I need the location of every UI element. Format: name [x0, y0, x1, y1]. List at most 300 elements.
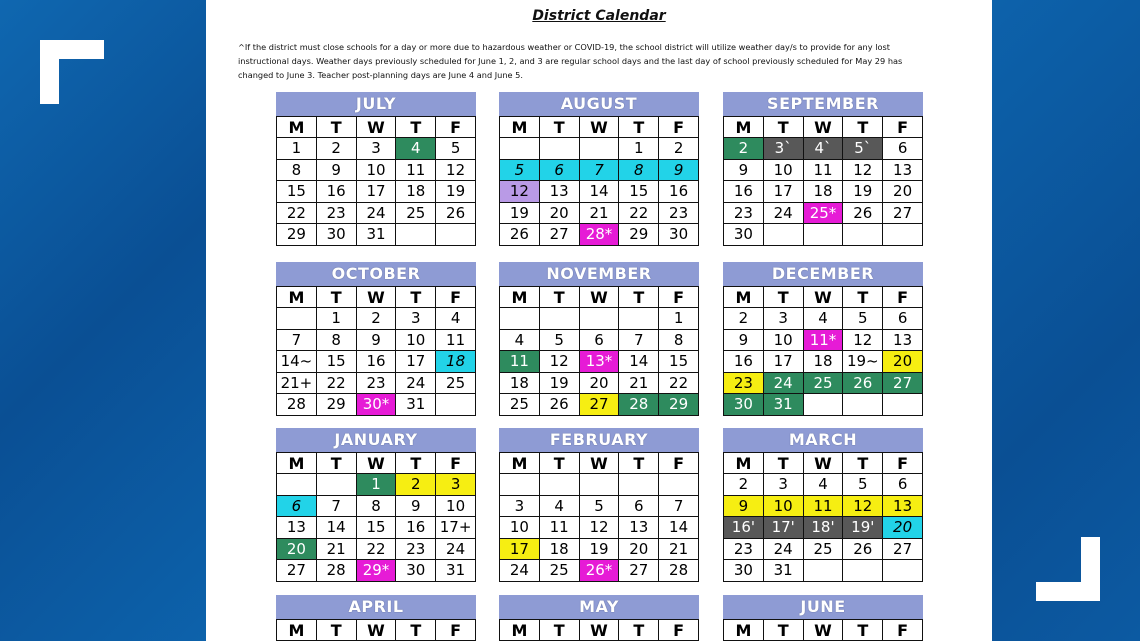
- week-row: [724, 202, 923, 224]
- day-cell: 8: [277, 159, 317, 181]
- document-title: District Calendar: [532, 8, 666, 24]
- day-cell: 12: [436, 159, 476, 181]
- day-cell: 12: [843, 159, 883, 181]
- day-cell: 13: [619, 517, 659, 539]
- weekday-header: T: [316, 117, 356, 138]
- day-cell: 10: [356, 159, 396, 181]
- weekday-header: W: [579, 287, 619, 308]
- day-cell: 14: [619, 351, 659, 373]
- day-cell: 4: [396, 138, 436, 160]
- day-cell: 2: [724, 474, 764, 496]
- day-cell: 16: [724, 181, 764, 203]
- week-row: [277, 560, 476, 582]
- day-cell: 27: [277, 560, 317, 582]
- month-header: MARCH: [723, 428, 923, 452]
- day-cell: 15: [659, 351, 699, 373]
- weekday-header: W: [356, 287, 396, 308]
- day-cell: 7: [619, 329, 659, 351]
- day-cell: 24: [763, 538, 803, 560]
- weekday-header: W: [803, 117, 843, 138]
- day-cell: 18: [396, 181, 436, 203]
- day-cell: [763, 224, 803, 246]
- day-cell: 6: [619, 495, 659, 517]
- day-cell: 27: [579, 394, 619, 416]
- month-table: [499, 286, 699, 416]
- day-cell: 21: [659, 538, 699, 560]
- day-cell: 13: [277, 517, 317, 539]
- day-cell: 9: [724, 159, 764, 181]
- day-cell: 31: [763, 394, 803, 416]
- day-cell: 29: [659, 394, 699, 416]
- day-cell: [436, 224, 476, 246]
- day-cell: 6: [883, 138, 923, 160]
- weekday-header: T: [396, 117, 436, 138]
- day-cell: 23: [356, 372, 396, 394]
- month-table: [276, 619, 476, 641]
- weekday-header: M: [277, 453, 317, 474]
- day-cell: 1: [277, 138, 317, 160]
- day-cell: 5: [436, 138, 476, 160]
- day-cell: 28: [619, 394, 659, 416]
- day-cell: 15: [619, 181, 659, 203]
- day-cell: [500, 308, 540, 330]
- day-cell: 3: [356, 138, 396, 160]
- day-cell: 9: [396, 495, 436, 517]
- day-cell: 2: [316, 138, 356, 160]
- day-cell: 19: [579, 538, 619, 560]
- day-cell: 3`: [763, 138, 803, 160]
- day-cell: 10: [763, 495, 803, 517]
- month-table: [276, 116, 476, 246]
- day-cell: 7: [579, 159, 619, 181]
- day-cell: 2: [356, 308, 396, 330]
- day-cell: 16: [356, 351, 396, 373]
- month-header: JULY: [276, 92, 476, 116]
- week-row: [724, 538, 923, 560]
- day-cell: 2: [724, 308, 764, 330]
- day-cell: [539, 474, 579, 496]
- week-row: [724, 495, 923, 517]
- day-cell: 14: [579, 181, 619, 203]
- week-row: [277, 495, 476, 517]
- day-cell: 25: [539, 560, 579, 582]
- day-cell: 13: [883, 495, 923, 517]
- day-cell: 4: [539, 495, 579, 517]
- week-row: [500, 517, 699, 539]
- weekday-header: M: [724, 117, 764, 138]
- day-cell: 4: [803, 308, 843, 330]
- day-cell: [539, 138, 579, 160]
- week-row: [277, 308, 476, 330]
- day-cell: 30: [396, 560, 436, 582]
- month-header: MAY: [499, 595, 699, 619]
- weekday-header: T: [843, 117, 883, 138]
- day-cell: 29: [277, 224, 317, 246]
- day-cell: 13: [539, 181, 579, 203]
- month-header: JANUARY: [276, 428, 476, 452]
- day-cell: [436, 394, 476, 416]
- weekday-header: F: [659, 453, 699, 474]
- month-november: [499, 262, 699, 416]
- week-row: [500, 329, 699, 351]
- day-cell: 18: [803, 181, 843, 203]
- day-cell: 24: [500, 560, 540, 582]
- day-cell: 4: [500, 329, 540, 351]
- month-may: [499, 595, 699, 641]
- day-cell: 4: [803, 474, 843, 496]
- day-cell: 10: [396, 329, 436, 351]
- month-header: JUNE: [723, 595, 923, 619]
- weekday-header: T: [843, 453, 883, 474]
- weekday-header: T: [619, 620, 659, 641]
- day-cell: 7: [316, 495, 356, 517]
- day-cell: 26: [843, 202, 883, 224]
- weekday-header: T: [539, 287, 579, 308]
- week-row: [500, 538, 699, 560]
- month-header: NOVEMBER: [499, 262, 699, 286]
- week-row: [277, 372, 476, 394]
- day-cell: 22: [356, 538, 396, 560]
- day-cell: [619, 474, 659, 496]
- day-cell: 12: [843, 495, 883, 517]
- day-cell: 6: [539, 159, 579, 181]
- month-table: [276, 286, 476, 416]
- weekday-header: W: [803, 453, 843, 474]
- day-cell: [316, 474, 356, 496]
- weekday-header: M: [500, 620, 540, 641]
- calendar-document: [206, 0, 992, 641]
- day-cell: [803, 394, 843, 416]
- weather-note: ^If the district must close schools for a day or more due to hazardous weather or COVID-19, the school district will utilize weather day/s to provide for any lost instructional days. Weather days previously scheduled for June 1, 2, and 3 are regular school days and the last day of school previously scheduled for May 29 has changed to June 3. Teacher post-planning days are June 4 and June 5.: [238, 42, 903, 80]
- day-cell: 19: [436, 181, 476, 203]
- day-cell: 5: [500, 159, 540, 181]
- weekday-header: W: [803, 287, 843, 308]
- day-cell: 3: [436, 474, 476, 496]
- day-cell: 18: [436, 351, 476, 373]
- week-row: [500, 202, 699, 224]
- day-cell: [277, 474, 317, 496]
- month-october: [276, 262, 476, 416]
- week-row: [724, 394, 923, 416]
- week-row: [724, 351, 923, 373]
- week-row: [277, 202, 476, 224]
- day-cell: 23: [316, 202, 356, 224]
- day-cell: 20: [883, 351, 923, 373]
- day-cell: 8: [619, 159, 659, 181]
- day-cell: 28: [277, 394, 317, 416]
- day-cell: 16: [316, 181, 356, 203]
- day-cell: 1: [316, 308, 356, 330]
- weekday-header: M: [277, 287, 317, 308]
- week-row: [277, 351, 476, 373]
- day-cell: 17: [763, 181, 803, 203]
- week-row: [724, 224, 923, 246]
- day-cell: 22: [619, 202, 659, 224]
- month-header: OCTOBER: [276, 262, 476, 286]
- weekday-header: T: [763, 287, 803, 308]
- day-cell: 3: [763, 474, 803, 496]
- day-cell: 22: [277, 202, 317, 224]
- month-december: [723, 262, 923, 416]
- weekday-header: W: [579, 620, 619, 641]
- day-cell: [396, 224, 436, 246]
- month-header: FEBRUARY: [499, 428, 699, 452]
- day-cell: 4: [436, 308, 476, 330]
- day-cell: 6: [883, 474, 923, 496]
- day-cell: 23: [724, 538, 764, 560]
- day-cell: 25: [396, 202, 436, 224]
- weekday-header: T: [316, 453, 356, 474]
- day-cell: 26: [436, 202, 476, 224]
- day-cell: 9: [724, 329, 764, 351]
- day-cell: 27: [619, 560, 659, 582]
- day-cell: 30: [316, 224, 356, 246]
- day-cell: 30*: [356, 394, 396, 416]
- weekday-header: T: [619, 117, 659, 138]
- day-cell: 31: [356, 224, 396, 246]
- day-cell: [883, 560, 923, 582]
- day-cell: 11*: [803, 329, 843, 351]
- day-cell: 17: [396, 351, 436, 373]
- day-cell: 1: [659, 308, 699, 330]
- month-header: SEPTEMBER: [723, 92, 923, 116]
- day-cell: [579, 308, 619, 330]
- day-cell: 15: [356, 517, 396, 539]
- day-cell: [843, 560, 883, 582]
- day-cell: 11: [436, 329, 476, 351]
- day-cell: 8: [659, 329, 699, 351]
- day-cell: 23: [724, 372, 764, 394]
- weekday-header: T: [396, 453, 436, 474]
- day-cell: 20: [883, 181, 923, 203]
- day-cell: 18: [500, 372, 540, 394]
- day-cell: 20: [539, 202, 579, 224]
- day-cell: 30: [659, 224, 699, 246]
- day-cell: 24: [356, 202, 396, 224]
- weekday-header: F: [436, 453, 476, 474]
- day-cell: [883, 394, 923, 416]
- day-cell: 14: [659, 517, 699, 539]
- day-cell: 14~: [277, 351, 317, 373]
- month-february: [499, 428, 699, 582]
- day-cell: 24: [763, 372, 803, 394]
- day-cell: 7: [659, 495, 699, 517]
- day-cell: 17+: [436, 517, 476, 539]
- day-cell: 11: [803, 495, 843, 517]
- weekday-header: T: [316, 620, 356, 641]
- week-row: [277, 159, 476, 181]
- day-cell: 2: [724, 138, 764, 160]
- weekday-header: F: [883, 453, 923, 474]
- week-row: [500, 224, 699, 246]
- day-cell: 19: [843, 181, 883, 203]
- day-cell: 11: [539, 517, 579, 539]
- day-cell: 17: [763, 351, 803, 373]
- day-cell: 31: [763, 560, 803, 582]
- month-table: [723, 619, 923, 641]
- day-cell: 24: [436, 538, 476, 560]
- day-cell: 8: [356, 495, 396, 517]
- day-cell: 5`: [843, 138, 883, 160]
- month-table: [499, 619, 699, 641]
- weekday-header: F: [883, 620, 923, 641]
- day-cell: 7: [277, 329, 317, 351]
- weekday-header: W: [579, 117, 619, 138]
- day-cell: 30: [724, 394, 764, 416]
- day-cell: 22: [659, 372, 699, 394]
- day-cell: 4`: [803, 138, 843, 160]
- month-march: [723, 428, 923, 582]
- day-cell: 3: [396, 308, 436, 330]
- day-cell: 5: [843, 308, 883, 330]
- day-cell: 28: [659, 560, 699, 582]
- week-row: [277, 394, 476, 416]
- day-cell: 31: [436, 560, 476, 582]
- day-cell: 30: [724, 560, 764, 582]
- day-cell: 27: [883, 372, 923, 394]
- week-row: [724, 308, 923, 330]
- day-cell: 29*: [356, 560, 396, 582]
- day-cell: 11: [803, 159, 843, 181]
- day-cell: 24: [396, 372, 436, 394]
- week-row: [277, 329, 476, 351]
- day-cell: 6: [883, 308, 923, 330]
- month-table: [723, 286, 923, 416]
- day-cell: 16: [659, 181, 699, 203]
- week-row: [277, 224, 476, 246]
- week-row: [724, 372, 923, 394]
- week-row: [724, 181, 923, 203]
- week-row: [500, 308, 699, 330]
- weekday-header: F: [883, 117, 923, 138]
- day-cell: 27: [883, 538, 923, 560]
- day-cell: [277, 308, 317, 330]
- day-cell: 27: [883, 202, 923, 224]
- weekday-header: F: [659, 117, 699, 138]
- day-cell: 23: [724, 202, 764, 224]
- day-cell: [619, 308, 659, 330]
- month-january: [276, 428, 476, 582]
- weekday-header: F: [883, 287, 923, 308]
- day-cell: 21: [579, 202, 619, 224]
- day-cell: 17: [356, 181, 396, 203]
- day-cell: [843, 224, 883, 246]
- day-cell: 11: [396, 159, 436, 181]
- day-cell: 20: [579, 372, 619, 394]
- weekday-header: W: [803, 620, 843, 641]
- day-cell: 25: [803, 538, 843, 560]
- day-cell: 16: [724, 351, 764, 373]
- day-cell: 19: [500, 202, 540, 224]
- weekday-header: F: [436, 287, 476, 308]
- day-cell: [883, 224, 923, 246]
- day-cell: 17': [763, 517, 803, 539]
- day-cell: 5: [539, 329, 579, 351]
- weekday-header: F: [659, 287, 699, 308]
- week-row: [277, 538, 476, 560]
- month-august: [499, 92, 699, 246]
- weekday-header: T: [619, 287, 659, 308]
- day-cell: 25: [803, 372, 843, 394]
- week-row: [724, 474, 923, 496]
- weekday-header: M: [724, 620, 764, 641]
- week-row: [724, 560, 923, 582]
- day-cell: 10: [763, 329, 803, 351]
- day-cell: 25: [500, 394, 540, 416]
- month-june: [723, 595, 923, 641]
- day-cell: [500, 474, 540, 496]
- week-row: [277, 474, 476, 496]
- day-cell: 6: [277, 495, 317, 517]
- day-cell: 25: [436, 372, 476, 394]
- week-row: [500, 351, 699, 373]
- day-cell: 13*: [579, 351, 619, 373]
- week-row: [500, 138, 699, 160]
- day-cell: [579, 474, 619, 496]
- day-cell: 5: [579, 495, 619, 517]
- day-cell: 26: [843, 538, 883, 560]
- day-cell: 26: [500, 224, 540, 246]
- week-row: [724, 517, 923, 539]
- corner-bracket-bottom-right: [1036, 537, 1100, 601]
- weekday-header: T: [539, 117, 579, 138]
- week-row: [500, 560, 699, 582]
- day-cell: 28: [316, 560, 356, 582]
- week-row: [277, 517, 476, 539]
- day-cell: 25*: [803, 202, 843, 224]
- day-cell: 12: [579, 517, 619, 539]
- day-cell: 18': [803, 517, 843, 539]
- day-cell: 6: [579, 329, 619, 351]
- week-row: [724, 138, 923, 160]
- week-row: [500, 495, 699, 517]
- weekday-header: T: [539, 453, 579, 474]
- day-cell: 2: [396, 474, 436, 496]
- week-row: [724, 159, 923, 181]
- day-cell: 9: [724, 495, 764, 517]
- day-cell: 15: [277, 181, 317, 203]
- weekday-header: M: [500, 453, 540, 474]
- day-cell: [843, 394, 883, 416]
- day-cell: 12: [539, 351, 579, 373]
- weekday-header: F: [659, 620, 699, 641]
- day-cell: 27: [539, 224, 579, 246]
- day-cell: 16': [724, 517, 764, 539]
- month-table: [276, 452, 476, 582]
- day-cell: 22: [316, 372, 356, 394]
- day-cell: 10: [500, 517, 540, 539]
- day-cell: 29: [619, 224, 659, 246]
- day-cell: 9: [659, 159, 699, 181]
- week-row: [277, 181, 476, 203]
- weekday-header: T: [763, 620, 803, 641]
- week-row: [500, 181, 699, 203]
- day-cell: 30: [724, 224, 764, 246]
- month-table: [499, 452, 699, 582]
- day-cell: 21: [619, 372, 659, 394]
- day-cell: 13: [883, 159, 923, 181]
- month-april: [276, 595, 476, 641]
- day-cell: 12: [843, 329, 883, 351]
- day-cell: 12: [500, 181, 540, 203]
- weekday-header: W: [356, 620, 396, 641]
- weekday-header: M: [277, 117, 317, 138]
- weekday-header: M: [724, 287, 764, 308]
- day-cell: 3: [500, 495, 540, 517]
- weekday-header: T: [396, 620, 436, 641]
- day-cell: 2: [659, 138, 699, 160]
- day-cell: [579, 138, 619, 160]
